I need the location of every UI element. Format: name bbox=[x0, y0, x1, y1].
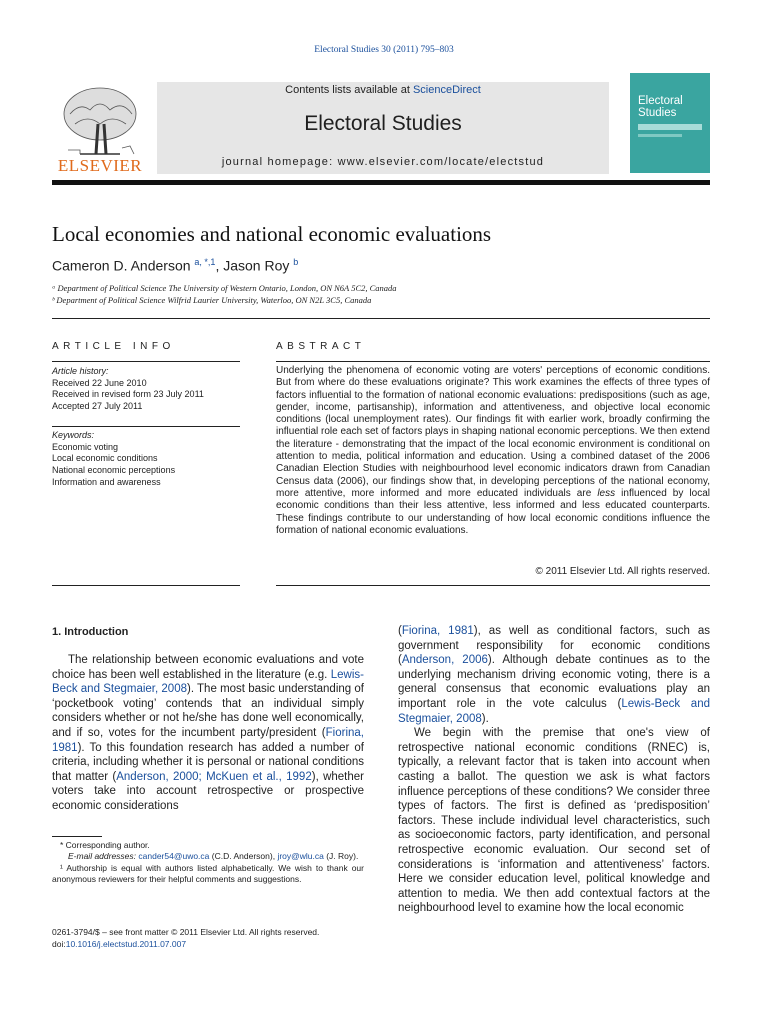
cover-title: Electoral Studies bbox=[638, 95, 683, 119]
citation-link[interactable]: Anderson, 2000; McKuen et al., 1992 bbox=[116, 770, 312, 783]
author-marks[interactable]: b bbox=[293, 257, 299, 267]
affiliation: ᵇ Department of Political Science Wilfrid Laurier University, Waterloo, ON N2L 3C5, Canada bbox=[52, 295, 372, 305]
email-owner: (J. Roy). bbox=[323, 851, 359, 862]
author-name[interactable]: Jason Roy bbox=[223, 257, 290, 274]
footnotes bbox=[52, 840, 364, 886]
citation-link[interactable]: Fiorina, 1981 bbox=[52, 726, 364, 754]
section-heading: 1. Introduction bbox=[52, 626, 129, 638]
paragraph bbox=[52, 653, 364, 814]
email-owner: (C.D. Anderson), bbox=[209, 851, 278, 862]
abstract-part: influenced by local economic conditions than their less attentive, less informed and less educated counterparts. These findings contribute to our understanding of how local economic conditions influence the formation of national economic evaluations. bbox=[276, 487, 710, 536]
journal-name: Electoral Studies bbox=[304, 112, 462, 135]
divider bbox=[52, 361, 240, 362]
elsevier-wordmark: ELSEVIER bbox=[57, 156, 143, 175]
history-item: Accepted 27 July 2011 bbox=[52, 400, 143, 411]
abstract-text bbox=[276, 365, 710, 537]
author-list bbox=[52, 257, 298, 274]
cover-decoration bbox=[638, 124, 702, 130]
text-run: ). The most basic understanding of ‘pocketbook voting’ contends that an individual simply considers whether or not he/she has done well economically, and if so, votes for the incumbent party/president ( bbox=[52, 683, 364, 739]
body-column-right bbox=[398, 624, 710, 916]
citation-link[interactable]: Lewis-Beck and Stegmaier, 2008 bbox=[52, 668, 364, 696]
citation-link[interactable]: Lewis-Beck and Stegmaier, 2008 bbox=[398, 697, 710, 725]
elsevier-logo bbox=[50, 84, 150, 176]
text-run: ). Although debate continues as to the underlying mechanism driving economic voting, there is a general consensus that economic evaluations play an important role in the vote calculus ( bbox=[398, 654, 710, 710]
journal-homepage-link[interactable]: journal homepage: www.elsevier.com/locate/electstud bbox=[221, 156, 545, 168]
sciencedirect-link[interactable]: ScienceDirect bbox=[412, 84, 481, 96]
body-column-left bbox=[52, 653, 364, 814]
text-run: ). bbox=[481, 712, 489, 725]
abstract-emphasis: less bbox=[597, 487, 616, 499]
keyword: Local economic conditions bbox=[52, 453, 158, 464]
abstract-heading: ABSTRACT bbox=[276, 341, 366, 352]
copyright: © 2011 Elsevier Ltd. All rights reserved. bbox=[535, 566, 710, 577]
publication-meta bbox=[52, 926, 382, 950]
keyword: National economic perceptions bbox=[52, 465, 176, 476]
footnote-corresponding: * Corresponding author. bbox=[60, 840, 150, 850]
email-link[interactable]: cander54@uwo.ca bbox=[138, 851, 210, 862]
contents-prefix: Contents lists available at bbox=[285, 84, 413, 96]
author-separator: , bbox=[215, 257, 224, 274]
journal-banner bbox=[157, 82, 609, 174]
history-item: Received 22 June 2010 bbox=[52, 377, 147, 388]
article-history bbox=[52, 366, 240, 412]
issn-line: 0261-3794/$ – see front matter © 2011 Elsevier Ltd. All rights reserved. bbox=[52, 927, 320, 937]
divider bbox=[52, 318, 710, 319]
footnote-emails bbox=[52, 851, 364, 862]
history-label: Article history: bbox=[52, 366, 109, 376]
divider bbox=[276, 585, 710, 586]
citation-link[interactable]: Anderson, 2006 bbox=[401, 654, 488, 667]
doi-line bbox=[52, 938, 382, 950]
article-info-heading: ARTICLE INFO bbox=[52, 341, 175, 352]
doi-link[interactable]: 10.1016/j.electstud.2011.07.007 bbox=[65, 939, 187, 949]
text-run: ), as well as conditional factors, such as government responsibility for economic conditions ( bbox=[398, 625, 711, 667]
author-name[interactable]: Cameron D. Anderson bbox=[52, 257, 191, 274]
author-marks[interactable]: a, *,1 bbox=[194, 257, 216, 267]
affiliation: ᵃ Department of Political Science The University of Western Ontario, London, ON N6A 5C2, Canada bbox=[52, 283, 397, 293]
divider bbox=[276, 361, 710, 362]
email-label: E-mail addresses: bbox=[68, 851, 139, 862]
keyword: Information and awareness bbox=[52, 476, 161, 487]
text-run: The relationship between economic evaluations and vote choice has been well established in the literature (e.g. bbox=[52, 654, 364, 681]
citation-link[interactable]: Fiorina, 1981 bbox=[401, 625, 474, 637]
keyword: Economic voting bbox=[52, 441, 119, 452]
header-rule bbox=[52, 180, 710, 185]
text-run: ), whether voters take into account retrospective or prospective economic considerations bbox=[52, 770, 364, 812]
journal-reference[interactable]: Electoral Studies 30 (2011) 795–803 bbox=[314, 45, 454, 55]
cover-decoration bbox=[638, 134, 682, 137]
text-run: ). To this foundation research has added a number of criteria, including whether it is personal or national conditions that matter ( bbox=[52, 741, 364, 783]
history-item: Received in revised form 23 July 2011 bbox=[52, 389, 204, 399]
footnote-1: ¹ Authorship is equal with authors listed alphabetically. We wish to thank our anonymous reviewers for their helpful comments and suggestions. bbox=[52, 862, 364, 885]
journal-cover-image[interactable] bbox=[630, 73, 710, 173]
doi-label: doi: bbox=[52, 939, 66, 949]
abstract-part: Underlying the phenomena of economic voting are voters' perceptions of economic conditions. But from where do these evaluations originate? This work examines the effects of three types of factors influential to the formation of national economic evaluations: predispositions (such as age, gender, income, partisanship), information and attentiveness, and objective local economic conditions (local unemployment rates). Our findings fit with earlier work, broadly confirming the influential role each set of factors plays in shaping national economic perceptions. We then extend the literature - demonstrating that the impact of the local economic environment is conditional on attention to media, political information and education. Using a combined dataset of the 2006 Canadian Election Studies with neighbourhood level economic indicators drawn from Canadian Census data (2006), our findings show that, in developing perceptions of the national economy, more attentive, more informed and more educated individuals are bbox=[276, 365, 710, 499]
paragraph: (Fiorina, 1981), as well as conditional factors, such as government responsibility for economic conditions (Anderson, 2006). Although debate continues as to the underlying mechanism driving economic voting, there is a general consensus that economic evaluations play an important role in the vote calculus (Lewis-Beck and Stegmaier, 2008). bbox=[398, 625, 711, 725]
keywords bbox=[52, 430, 240, 489]
divider bbox=[52, 585, 240, 586]
email-link[interactable]: jroy@wlu.ca bbox=[277, 851, 324, 862]
footnote-rule bbox=[52, 836, 102, 837]
divider bbox=[52, 426, 240, 427]
keywords-label: Keywords: bbox=[52, 430, 95, 440]
article-title: Local economies and national economic evaluations bbox=[52, 222, 492, 246]
paragraph: We begin with the premise that one's view of retrospective national economic conditions (RNEC) is, typically, a relevant factor that is taken into account when casting a ballot. The question we ask is what factors influence perceptions of these conditions? We consider three types of factors. The first is defined as ‘predisposition’ factors. These include individual level characteristics, such as socioeconomic factors, party identification, and personal retrospective economic evaluation. Our second set of considerations is ‘information and attentiveness’ factors. Here we consider education level, political knowledge and attention to media. We then add contextual factors at the neighbourhood level to examine how the local economic bbox=[398, 727, 710, 915]
contents-line bbox=[157, 84, 609, 96]
